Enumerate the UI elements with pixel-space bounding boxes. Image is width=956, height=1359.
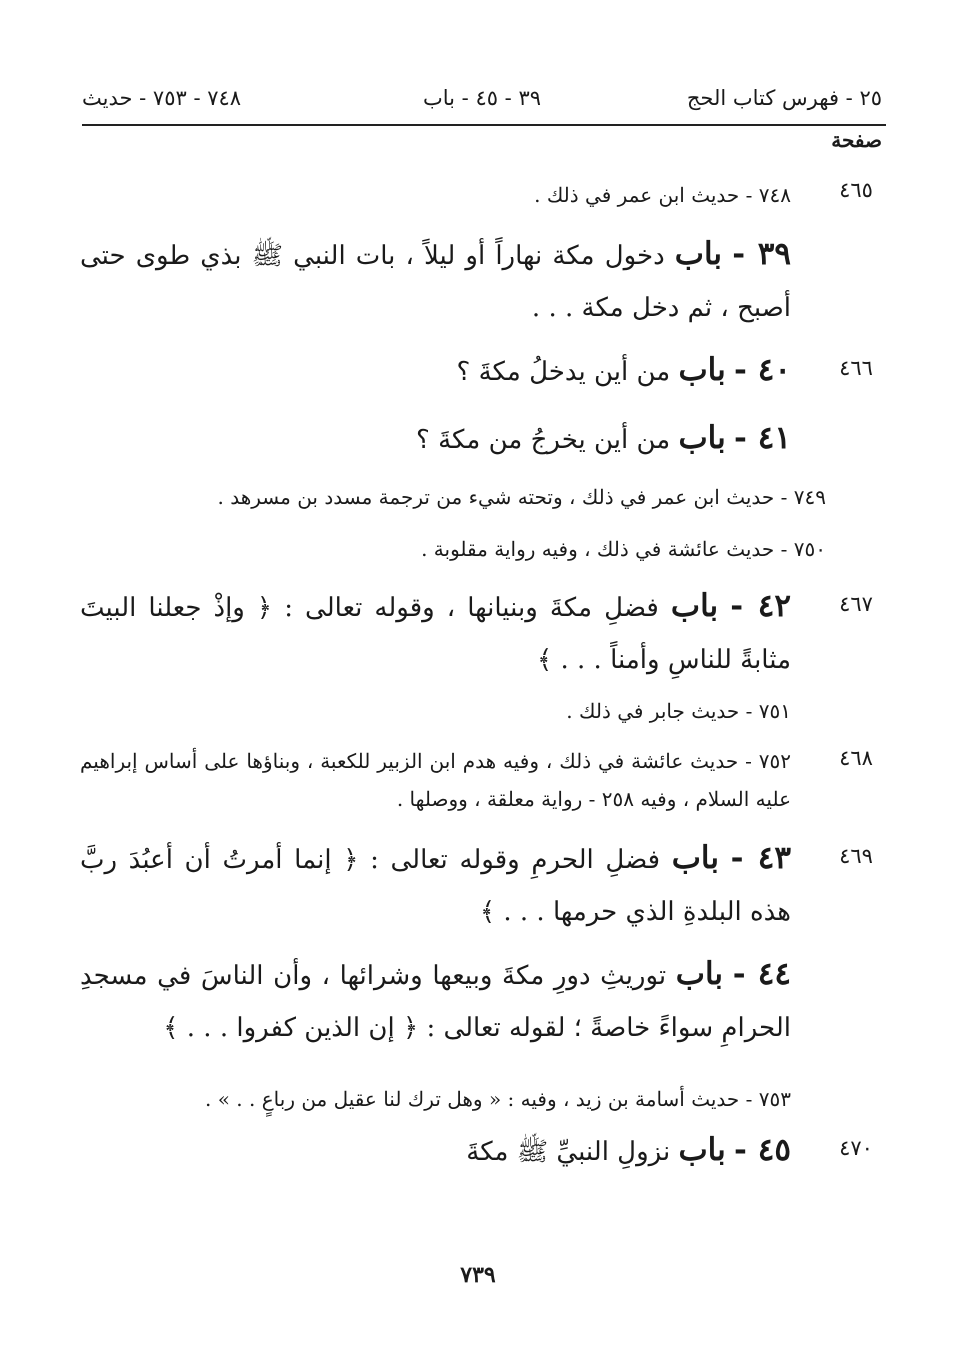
entry-text: ٧٤٩ - حديث ابن عمر في ذلك ، وتحته شيء من ترجمة مسدد بن مسرهد . (217, 485, 826, 509)
bab-title: توريثِ دورِ مكةَ وبيعها وشرائها ، وأن الناسَ في مسجدِ الحرامِ سواءً خاصةً ؛ لقوله تعالى : ﴿ إن الذين كفروا . . . ﴾ (80, 961, 791, 1043)
bab-title: نزولِ النبيِّ ﷺ مكةَ (466, 1137, 671, 1167)
page-number: ٤٦٦ (839, 356, 873, 380)
bab-title: فضلِ مكةَ وبنيانها ، وقوله تعالى : ﴿ وإذْ جعلنا البيتَ مثابةً للناسِ وأمناً . . . ﴾ (80, 593, 791, 675)
index-entry-hadith-749 (80, 478, 886, 518)
bab-number: ٤١ - (734, 420, 791, 456)
bab-number: ٤٥ - (734, 1132, 791, 1168)
bab-number: ٣٩ - (732, 236, 792, 272)
index-entry-bab-39 (80, 228, 886, 334)
bab-number: ٤٠ - (734, 352, 791, 388)
bab-keyword: باب (670, 588, 719, 624)
bab-title: من أين يدخلُ مكةَ ؟ (456, 357, 671, 387)
page-column-label: صفحة (831, 128, 882, 152)
page-number: ٤٦٧ (839, 592, 873, 616)
index-entry-hadith-753 (80, 1080, 886, 1120)
entry-text (80, 832, 791, 938)
entry-text: ٧٤٨ - حديث ابن عمر في ذلك . (534, 183, 791, 207)
entry-text (80, 580, 791, 686)
bab-title: من أين يخرجُ من مكةَ ؟ (416, 425, 671, 455)
header-chapter-title: ٢٥ - فهرس كتاب الحج (686, 86, 882, 110)
bab-number: ٤٣ - (730, 840, 791, 876)
header-bab-range: ٣٩ - ٤٥ - باب (422, 86, 542, 110)
index-entry-bab-42 (80, 580, 886, 686)
index-entry-bab-44 (80, 948, 886, 1054)
index-entry-hadith-750 (80, 530, 886, 570)
bab-number: ٤٢ - (730, 588, 792, 624)
entry-text: ٧٥٠ - حديث عائشة في ذلك ، وفيه رواية مقلوبة . (421, 537, 826, 561)
index-entry-bab-45 (80, 1124, 886, 1178)
page-number: ٤٦٩ (839, 844, 873, 868)
index-entry-hadith-751 (80, 692, 886, 732)
bab-number: ٤٤ - (732, 956, 792, 992)
bab-keyword: باب (678, 1132, 726, 1168)
entry-text (80, 412, 791, 466)
bab-title: فضلِ الحرمِ وقوله تعالى : ﴿ إنما أمرتُ أن أعبُدَ ربَّ هذه البلدةِ الذي حرمها . . . ﴾ (80, 845, 791, 927)
running-header (82, 86, 882, 126)
header-divider (82, 124, 886, 126)
entry-text: ٧٥٢ - حديث عائشة في ذلك ، وفيه هدم ابن الزبير للكعبة ، وبناؤها على أساس إبراهيم عليه السلام ، وفيه ٢٥٨ - رواية معلقة ، ووصلها . (80, 749, 791, 811)
page-number: ٤٧٠ (839, 1136, 873, 1160)
index-entry-hadith-748 (80, 176, 886, 216)
header-hadith-range: ٧٤٨ - ٧٥٣ - حديث (82, 86, 242, 110)
bab-title: دخول مكة نهاراً أو ليلاً ، بات النبي ﷺ بذي طوى حتى أصبح ، ثم دخل مكة . . . (80, 241, 791, 323)
entry-text (80, 344, 791, 398)
index-entry-hadith-752 (80, 742, 886, 822)
bab-keyword: باب (674, 236, 723, 272)
index-entry-bab-43 (80, 832, 886, 938)
folio-page-number: ٧٣٩ (460, 1262, 496, 1288)
entry-text: ٧٥٣ - حديث أسامة بن زيد ، وفيه : « وهل ترك لنا عقيل من رباعٍ . . » . (204, 1087, 791, 1111)
entry-text (80, 1124, 791, 1178)
page-number: ٤٦٥ (839, 178, 873, 202)
entry-text (80, 948, 791, 1054)
entry-text (80, 228, 791, 334)
bab-keyword: باب (678, 352, 726, 388)
page-number: ٤٦٨ (839, 746, 873, 770)
bab-keyword: باب (678, 420, 726, 456)
index-entry-bab-40 (80, 344, 886, 398)
bab-keyword: باب (671, 840, 719, 876)
index-entry-bab-41 (80, 412, 886, 466)
entry-text: ٧٥١ - حديث جابر في ذلك . (566, 699, 791, 723)
bab-keyword: باب (675, 956, 724, 992)
